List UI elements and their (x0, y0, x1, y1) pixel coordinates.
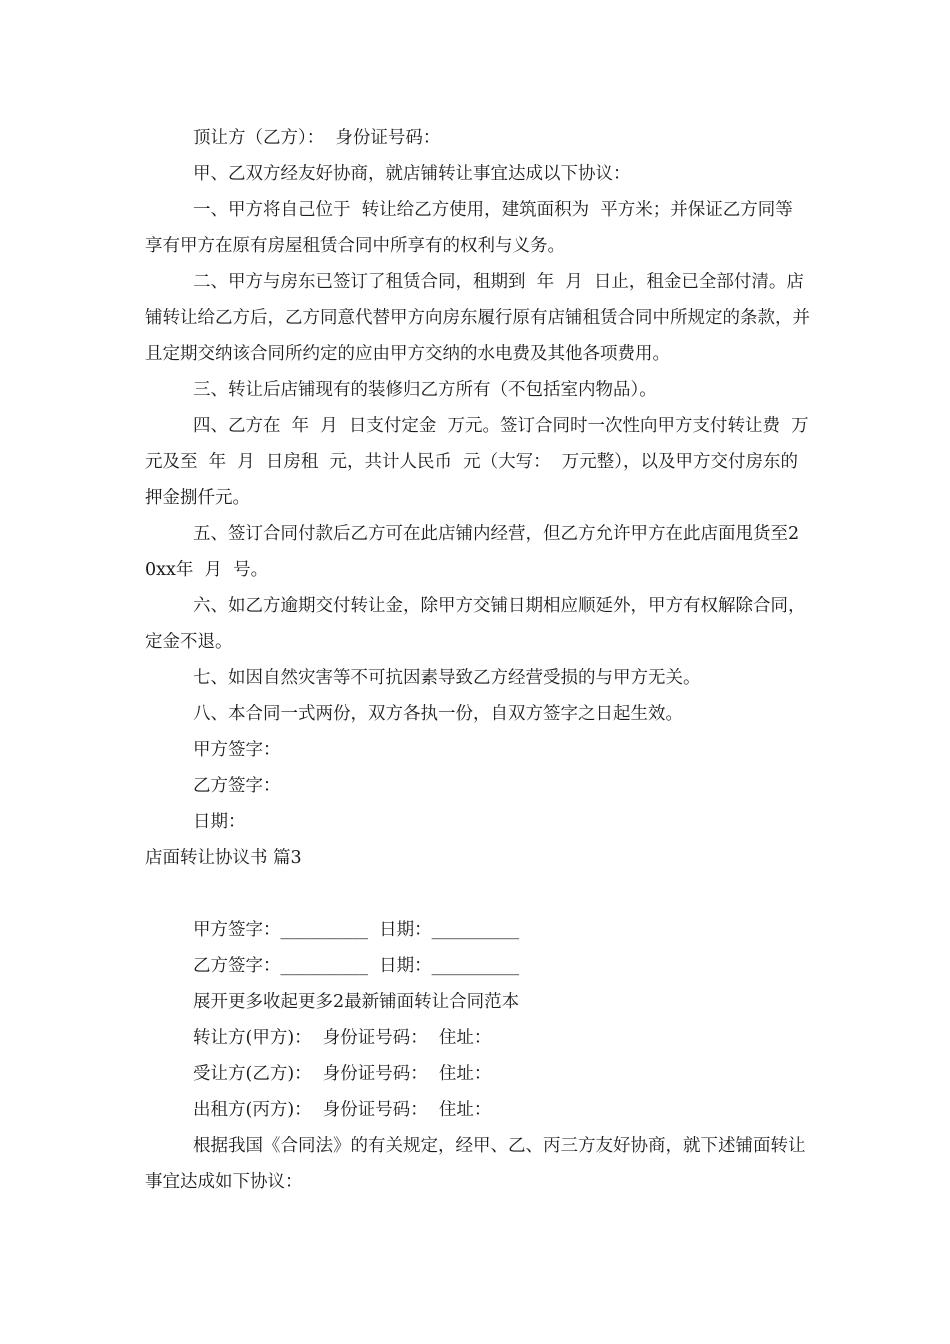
party-b-signature: 乙方签字： (193, 776, 281, 796)
agreement-intro: 甲、乙双方经友好协商，就店铺转让事宜达成以下协议： (193, 164, 631, 184)
date-line: 日期： (193, 812, 246, 832)
party-a-sign-date: 甲方签字：__________ 日期：__________ (193, 920, 520, 940)
document-page (145, 120, 810, 1200)
clause-5: 五、签订合同付款后乙方可在此店铺内经营，但乙方允许甲方在此店面甩货至20xx年 月 号。 (145, 524, 800, 580)
contract-law-intro: 根据我国《合同法》的有关规定，经甲、乙、丙三方友好协商，就下述铺面转让事宜达成如下协议： (145, 1136, 806, 1192)
party-b-sign-date: 乙方签字：__________ 日期：__________ (193, 956, 520, 976)
transferor-line: 转让方(甲方)： 身份证号码： 住址： (193, 1028, 492, 1048)
clause-1: 一、甲方将自己位于 转让给乙方使用，建筑面积为 平方米；并保证乙方同等享有甲方在原有房屋租赁合同中所享有的权利与义务。 (145, 200, 793, 256)
transferee-line: 受让方(乙方)： 身份证号码： 住址： (193, 1064, 492, 1084)
clause-7: 七、如因自然灾害等不可抗因素导致乙方经营受损的与甲方无关。 (193, 668, 701, 688)
blank-line (145, 876, 810, 912)
clause-2: 二、甲方与房东已签订了租赁合同，租期到 年 月 日止，租金已全部付清。店铺转让给乙方后，乙方同意代替甲方向房东履行原有店铺租赁合同中所规定的条款，并且定期交纳该合同所约定的应由甲方交纳的水电费及其他各项费用。 (145, 272, 810, 364)
clause-8: 八、本合同一式两份，双方各执一份，自双方签字之日起生效。 (193, 704, 683, 724)
clause-4: 四、乙方在 年 月 日支付定金 万元。签订合同时一次性向甲方支付转让费 万元及至 年 月 日房租 元，共计人民币 元（大写： 万元整），以及甲方交付房东的押金捌仟元。 (145, 416, 809, 508)
lessor-line: 出租方(丙方)： 身份证号码： 住址： (193, 1100, 492, 1120)
party-a-signature: 甲方签字： (193, 740, 281, 760)
expand-collapse-link[interactable]: 展开更多收起更多2最新铺面转让合同范本 (193, 992, 520, 1012)
section-heading: 店面转让协议书 篇3 (145, 848, 302, 868)
clause-3: 三、转让后店铺现有的装修归乙方所有（不包括室内物品）。 (193, 380, 657, 400)
clause-6: 六、如乙方逾期交付转让金，除甲方交铺日期相应顺延外，甲方有权解除合同，定金不退。 (145, 596, 806, 652)
party-b-line: 顶让方（乙方）： 身份证号码： (193, 128, 441, 148)
